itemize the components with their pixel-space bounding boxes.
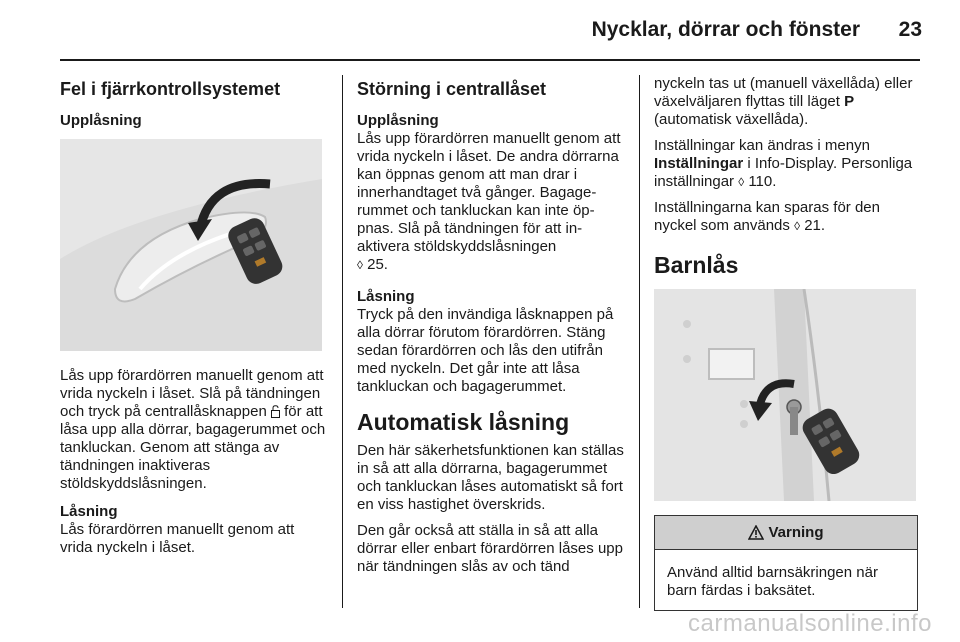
warning-triangle-icon bbox=[748, 525, 764, 540]
section-heading-remote-fault: Fel i fjärrkontrollsystemet bbox=[60, 79, 281, 99]
paragraph-unlock-2: Lås upp förardörren manuellt genom att vrida nyckeln i låset. De andra dörrarna kan öppnas genom att man drar i innerhandtaget två gånger. Bagagerummet och tankluckan kan inte öppnas. Slå på tändningen för att inaktivera stöldskyddslåsningen ◊ 25. bbox=[357, 130, 621, 273]
header-rule bbox=[60, 59, 920, 61]
column-1 bbox=[60, 75, 328, 565]
paragraph-unlock: Lås upp förardörren manuellt genom att vrida nyckeln i låset. Slå på tändningen och tryck på centrallåsknappen för att låsa upp alla dörrar, bagagerummet och tankluckan. Genom att stänga av tändningen inaktiveras stöldskyddslåsningen. bbox=[60, 367, 326, 492]
column-divider-1 bbox=[342, 75, 343, 608]
subheading-lock-2: Låsning bbox=[357, 288, 415, 305]
child-lock-illustration bbox=[654, 289, 916, 501]
paragraph-key-settings: Inställningarna kan sparas för den nyckel som används ◊ 21. bbox=[654, 199, 880, 234]
subheading-unlock: Upplåsning bbox=[60, 112, 142, 129]
page-reference-icon: ◊ bbox=[738, 175, 745, 189]
paragraph-settings: Inställningar kan ändras i menyn Inställningar i Info-Display. Personliga inställningar ◊ 110. bbox=[654, 137, 913, 190]
page-header bbox=[0, 0, 960, 62]
subheading-unlock-2: Upplåsning bbox=[357, 112, 439, 129]
door-handle-key-illustration bbox=[60, 139, 322, 351]
paragraph-auto-1: Den här säkerhetsfunktionen kan ställas in så att alla dörrarna, bagagerummet och tankluckan låses automatiskt så fort en viss hastighet överskrids. bbox=[357, 442, 624, 513]
page-reference[interactable]: 25. bbox=[367, 256, 388, 273]
paragraph-auto-continued: nyckeln tas ut (manuell växellåda) eller växelväljaren flyttas till läget P (automatisk växellåda). bbox=[654, 75, 913, 128]
page-reference[interactable]: 110. bbox=[748, 173, 777, 190]
column-divider-2 bbox=[639, 75, 640, 608]
warning-title: Varning bbox=[768, 523, 824, 541]
paragraph-lock: Lås förardörren manuellt genom att vrida nyckeln i låset. bbox=[60, 521, 295, 556]
subheading-lock: Låsning bbox=[60, 503, 118, 520]
unlock-icon bbox=[271, 405, 280, 418]
page-reference-icon: ◊ bbox=[794, 219, 801, 233]
column-3 bbox=[654, 75, 922, 611]
chapter-title: Nycklar, dörrar och fönster bbox=[591, 18, 860, 41]
warning-box bbox=[654, 515, 918, 611]
warning-header bbox=[655, 516, 917, 550]
page-reference-icon: ◊ bbox=[357, 258, 363, 272]
section-heading-central-lock-fault: Störning i centrallåset bbox=[357, 79, 547, 99]
section-heading-automatic-locking: Automatisk låsning bbox=[357, 409, 570, 435]
watermark: carmanualsonline.info bbox=[688, 610, 932, 637]
page-reference[interactable]: 21. bbox=[804, 217, 826, 234]
paragraph-auto-2: Den går också att ställa in så att alla dörrar eller enbart förardörren låses upp när tändningen slås av och tänd bbox=[357, 522, 623, 575]
warning-text: Använd alltid barnsäkringen när barn färdas i baksätet. bbox=[667, 564, 878, 599]
column-2 bbox=[357, 75, 625, 584]
paragraph-lock-2: Tryck på den invändiga låsknappen på alla dörrar förutom förardörren. Stäng sedan förardörren och lås den utifrån med nyckeln. Det går inte att låsa tankluckan och bagagerummet. bbox=[357, 306, 614, 395]
page-number: 23 bbox=[898, 18, 922, 41]
section-heading-child-lock: Barnlås bbox=[654, 252, 739, 278]
